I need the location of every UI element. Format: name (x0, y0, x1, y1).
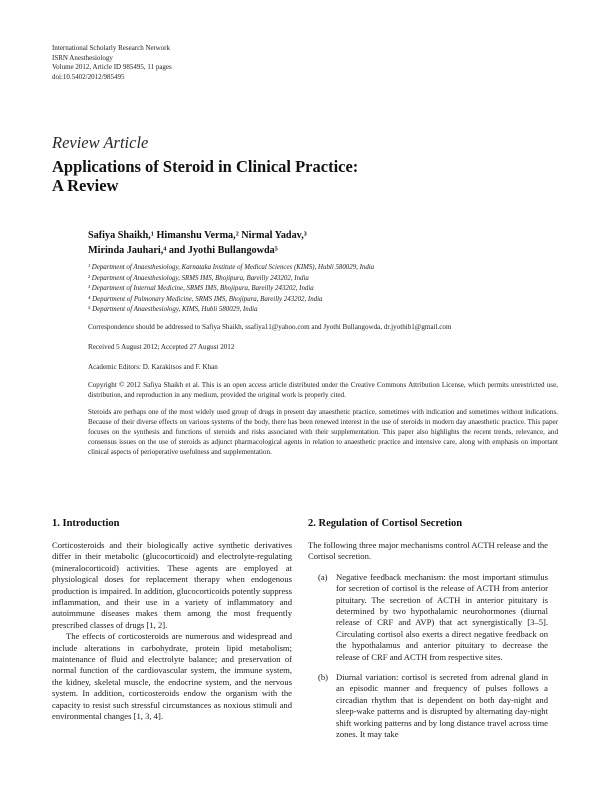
list-marker: (b) (318, 672, 329, 683)
affiliation: ¹ Department of Anaesthesiology, Karnataka Institute of Medical Sciences (KIMS), Hubli 580029, India (88, 264, 375, 271)
journal-doi: doi:10.5402/2012/985495 (52, 72, 125, 81)
right-column (308, 518, 548, 741)
affiliation: ⁴ Department of Pulmonary Medicine, SRMS IMS, Bhojipura, Bareilly 243202, India (88, 295, 323, 303)
journal-volume: Volume 2012, Article ID 985495, 11 pages (52, 63, 172, 71)
affiliation-list (88, 263, 568, 316)
author-line: Mirinda Jauhari,⁴ and Jyothi Bullangowda⁵ (88, 245, 278, 256)
journal-info (52, 44, 172, 82)
journal-network: International Scholarly Research Network (52, 44, 170, 52)
body-paragraph: The effects of corticosteroids are numerous and widespread and include alterations in carbohydrate, protein lipid metabolism; maintenance of fluid and electrolyte balance; and preservation of normal function of the cardiovascular system, the immune system, the kidney, skeletal muscle, the endocrine system, and the nervous system. In addition, corticosteroids endow the organism with the capacity to resist such stressful circumstances as noxious stimuli and environmental changes [1, 3, 4]. (52, 631, 292, 722)
list-item (308, 672, 548, 740)
list-item-text: Diurnal variation: cortisol is secreted from adrenal gland in an episodic manner and frequency of pulses follows a circadian rhythm that is dependent on both day-night and sleep-wake patterns and is disrupted by alternating day-night shift working patterns and by long distance travel across time zones. It may take (336, 672, 548, 740)
author-list (88, 228, 568, 258)
abstract: Steroids are perhaps one of the most widely used group of drugs in present day anaesthetic practice, sometimes with indication and sometimes without indications. Because of their diverse effects on various systems of the body, there has been renewed interest in the use of steroids in modern day anaesthetic practice. This paper focuses on the synthesis and functions of steroids and risks associated with their supplementation. This paper also highlights the recent trends, relevance, and consensus issues on the use of steroids as adjunct pharmacological agents in relation to anaesthetic practice and intensive care, along with emphasis on important clinical aspects of perioperative usefulness and supplementation. (88, 408, 558, 456)
article-title (52, 157, 572, 195)
article-type: Review Article (52, 133, 149, 152)
received-dates: Received 5 August 2012; Accepted 27 August 2012 (88, 343, 235, 351)
list-item (308, 572, 548, 663)
copyright-notice: Copyright © 2012 Safiya Shaikh et al. This is an open access article distributed under the Creative Commons Attribution License, which permits unrestricted use, distribution, and reproduction in any medium, provided the original work is properly cited. (88, 381, 558, 399)
journal-name: ISRN Anesthesiology (52, 53, 113, 62)
section-heading-introduction: 1. Introduction (52, 518, 120, 529)
affiliation: ³ Department of Internal Medicine, SRMS IMS, Bhojipura, Bareilly 243202, India (88, 285, 314, 292)
affiliation: ⁵ Department of Anaesthesiology, KIMS, Hubli 580029, India (88, 306, 258, 313)
body-paragraph: The following three major mechanisms control ACTH release and the Cortisol secretion. (308, 540, 548, 562)
correspondence: Correspondence should be addressed to Safiya Shaikh, ssafiya11@yahoo.com and Jyothi Bullangowda, dr.jyothib1@gmail.com (88, 323, 452, 331)
title-line: A Review (52, 176, 119, 195)
title-line: Applications of Steroid in Clinical Practice: (52, 157, 359, 176)
list-item-text: Negative feedback mechanism: the most important stimulus for secretion of cortisol is the release of ACTH from anterior pituitary. The secretion of ACTH in anterior pituitary is determined by two hypothalamic neurohormones (diurnal release of CRF and AVP) that act synergistically [3–5]. Circulating cortisol also exerts a direct negative feedback on the hypothalamus and anterior pituitary to decrease the release of CRF and ACTH from respective sites. (336, 571, 548, 662)
body-paragraph: Corticosteroids and their biologically active synthetic derivatives differ in their metabolic (glucocorticoid) and electrolyte-regulating (mineralocorticoid) activities. These agents are employed at physiological doses for replacement therapy when endogenous production is impaired. In addition, glucocorticoids potently suppress inflammation, and their use in a variety of inflammatory and autoimmune diseases makes them among the most frequently prescribed classes of drugs [1, 2]. (52, 540, 292, 630)
affiliation: ² Department of Anaesthesiology, SRMS IMS, Bhojipura, Bareilly 243202, India (88, 274, 309, 282)
list-marker: (a) (318, 571, 328, 582)
academic-editors: Academic Editors: D. Karakitsos and F. Khan (88, 363, 218, 371)
author-line: Safiya Shaikh,¹ Himanshu Verma,² Nirmal Yadav,³ (88, 230, 307, 241)
left-column (52, 518, 292, 723)
section-heading-cortisol-regulation: 2. Regulation of Cortisol Secretion (308, 518, 463, 529)
